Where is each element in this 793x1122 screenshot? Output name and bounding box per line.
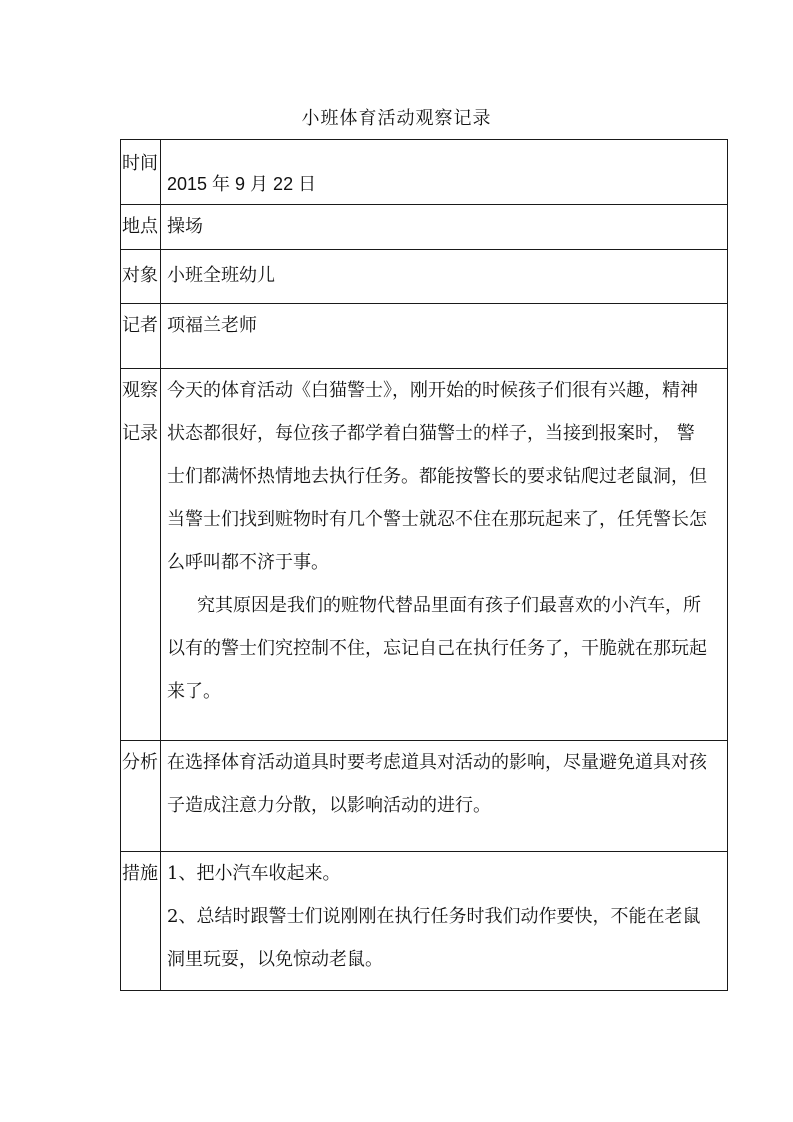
observation-line: 来了。 [167,681,221,702]
row-time [121,140,728,205]
measures-line: 1、把小汽车收起来。 [167,863,341,884]
observation-line: 究其原因是我们的赃物代替品里面有孩子们最喜欢的小汽车，所 [197,595,701,616]
analysis-line: 子造成注意力分散，以影响活动的进行。 [167,795,491,816]
page-title: 小班体育活动观察记录 [301,108,492,129]
target-label: 对象 [121,250,161,304]
observation-line: 状态都很好，每位孩子都学着白猫警士的样子，当接到报案时， 警 [167,423,695,444]
analysis-line: 在选择体育活动道具时要考虑道具对活动的影响，尽量避免道具对孩 [167,752,707,773]
row-recorder [121,304,728,369]
observation-label: 观察 记录 [121,369,161,741]
observation-record-table [120,139,728,991]
observation-line: 今天的体育活动《白猫警士》，刚开始的时候孩子们很有兴趣，精神 [167,380,698,401]
observation-line: 当警士们找到赃物时有几个警士就忍不住在那玩起来了，任凭警长怎 [167,509,707,530]
row-measures [121,852,728,991]
measures-line: 洞里玩耍，以免惊动老鼠。 [167,949,383,970]
row-target [121,250,728,304]
recorder-value: 项福兰老师 [167,315,257,336]
time-value: 2015 年 9 月 22 日 [167,174,317,194]
row-analysis [121,741,728,852]
place-value: 操场 [167,216,203,237]
row-place [121,205,728,250]
row-observation [121,369,728,741]
target-value: 小班全班幼儿 [167,265,275,286]
observation-text-cell [161,369,728,741]
observation-line: 以有的警士们究控制不住，忘记自己在执行任务了，干脆就在那玩起 [167,638,707,659]
analysis-label: 分析 [121,741,161,852]
measures-label: 措施 [121,852,161,991]
target-value-cell [161,250,728,304]
time-value-cell [161,140,728,205]
recorder-label: 记者 [121,304,161,369]
place-value-cell [161,205,728,250]
time-label: 时间 [121,140,161,205]
measures-text-cell [161,852,728,991]
analysis-text-cell [161,741,728,852]
observation-line: 士们都满怀热情地去执行任务。都能按警长的要求钻爬过老鼠洞，但 [167,466,707,487]
observation-line: 么呼叫都不济于事。 [167,552,329,573]
measures-line: 2、总结时跟警士们说刚刚在执行任务时我们动作要快，不能在老鼠 [167,906,701,927]
place-label: 地点 [121,205,161,250]
recorder-value-cell [161,304,728,369]
